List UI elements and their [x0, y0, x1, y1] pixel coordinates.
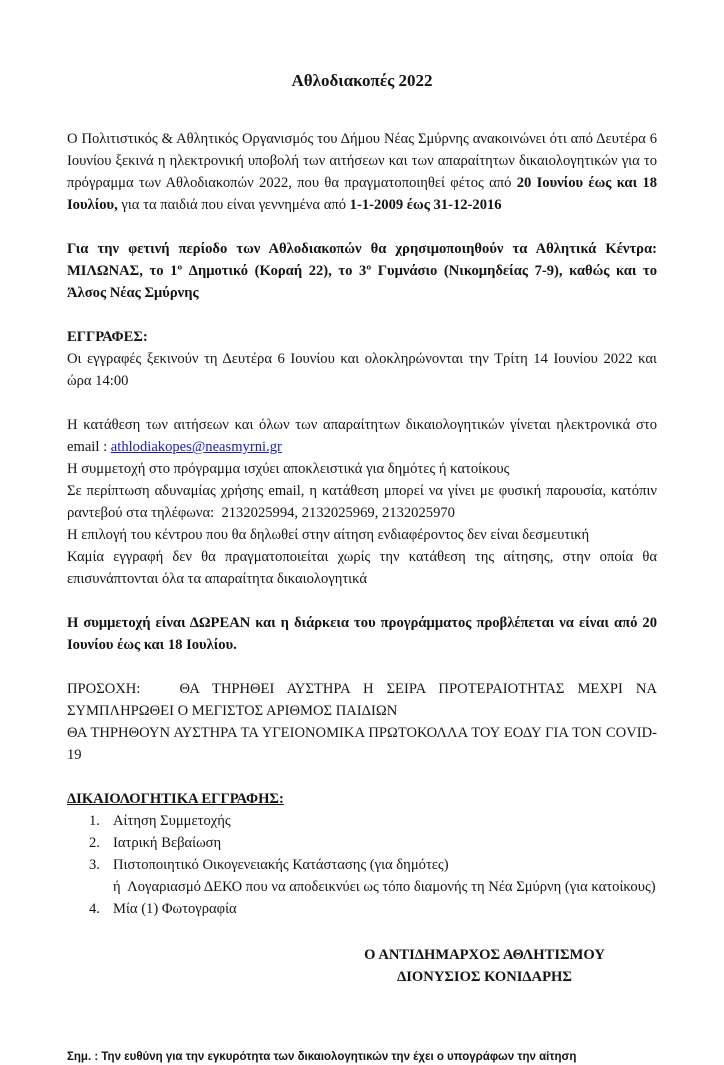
intro-text-2: για τα παιδιά που είναι γεννημένα από: [117, 197, 350, 213]
page-title: Αθλοδιακοπές 2022: [291, 71, 433, 90]
list-item: [67, 832, 657, 854]
eligibility-line: Η συμμετοχή στο πρόγραμμα ισχύει αποκλειστικά για δημότες ή κατοίκους: [67, 461, 510, 477]
documents-list: [67, 810, 657, 920]
email-paragraph: [67, 414, 657, 458]
intro-paragraph: [67, 128, 657, 216]
phones-line: Σε περίπτωση αδυναμίας χρήσης email, η κατάθεση μπορεί να γίνει με φυσική παρουσία, κατόπιν ραντεβού στα τηλέφωνα: 2132025994, 2132025969, 2132025970: [67, 483, 657, 521]
list-item: [67, 854, 657, 876]
documents-heading: ΔΙΚΑΙΟΛΟΓΗΤΙΚΑ ΕΓΓΡΑΦΗΣ:: [67, 791, 284, 807]
email-prefix-text: Η κατάθεση των αιτήσεων και όλων των απαραίτητων δικαιολογητικών γίνεται ηλεκτρονικά στο email :: [67, 417, 657, 455]
centers-paragraph: Για την φετινή περίοδο των Αθλοδιακοπών θα χρησιμοποιηθούν τα Αθλητικά Κέντρα: ΜΙΛΩΝΑΣ, το 1º Δημοτικό (Κοραή 22), το 3º Γυμνάσιο (Νικομηδείας 7-9), καθώς και το Άλσος Νέας Σμύρνης: [67, 241, 657, 301]
signature-name: ΔΙΟΝΥΣΙΟΣ ΚΟΝΙΔΑΡΗΣ: [397, 969, 572, 985]
attention-covid-line: ΘΑ ΤΗΡΗΘΟΥΝ ΑΥΣΤΗΡΑ ΤΑ ΥΓΕΙΟΝΟΜΙΚΑ ΠΡΩΤΟΚΟΛΛΑ ΤΟΥ ΕΟΔΥ ΓΙΑ ΤΟΝ COVID-19: [67, 725, 657, 763]
list-item-text: Μία (1) Φωτογραφία: [113, 901, 237, 917]
intro-text-1: Ο Πολιτιστικός & Αθλητικός Οργανισμός του Δήμου Νέας Σμύρνης ανακοινώνει ότι από Δευτέρα 6 Ιουνίου ξεκινά η ηλεκτρονική υποβολή των αιτήσεων και των απαραίτητων δικαιολογητικών για το πρόγραμμα των Αθλοδιακοπών 2022, που θα πραγματοποιηθεί φέτος από: [67, 131, 657, 191]
email-link[interactable]: athlodiakopes@neasmyrni.gr: [110, 439, 282, 455]
no-registration-line: Καμία εγγραφή δεν θα πραγματοποιείται χωρίς την κατάθεση της αίτησης, στην οποία θα επισυνάπτονται όλα τα απαραίτητα δικαιολογητικά: [67, 549, 657, 587]
intro-birthdate-range: 1-1-2009 έως 31-12-2016: [349, 197, 502, 213]
list-item-text: Πιστοποιητικό Οικογενειακής Κατάστασης (για δημότες): [113, 857, 449, 873]
list-item-number: 3.: [89, 857, 100, 873]
list-item-number: 2.: [89, 835, 100, 851]
attention-priority-line: ΠΡΟΣΟΧΗ: ΘΑ ΤΗΡΗΘΕΙ ΑΥΣΤΗΡΑ Η ΣΕΙΡΑ ΠΡΟΤΕΡΑΙΟΤΗΤΑΣ ΜΕΧΡΙ ΝΑ ΣΥΜΠΛΗΡΩΘΕΙ Ο ΜΕΓΙΣΤΟΣ ΑΡΙΘΜΟΣ ΠΑΙΔΙΩΝ: [67, 681, 657, 719]
signature-block: [312, 944, 657, 988]
footnote: Σημ. : Την ευθύνη για την εγκυρότητα των δικαιολογητικών την έχει ο υπογράφων την αίτηση: [67, 1051, 577, 1063]
list-item-number: 1.: [89, 813, 100, 829]
attention-section: [67, 678, 657, 766]
registrations-section: [67, 326, 657, 392]
list-item-number: 4.: [89, 901, 100, 917]
list-item-text: Ιατρική Βεβαίωση: [113, 835, 222, 851]
intro-dates-program: 20 Ιουνίου έως και 18 Ιουλίου,: [67, 175, 657, 213]
free-notice-paragraph: Η συμμετοχή είναι ΔΩΡΕΑΝ και η διάρκεια του προγράμματος προβλέπεται να είναι από 20 Ιουνίου έως και 18 Ιουλίου.: [67, 615, 657, 653]
list-item-text: Αίτηση Συμμετοχής: [113, 813, 231, 829]
registrations-heading: ΕΓΓΡΑΦΕΣ:: [67, 329, 148, 345]
list-item: [67, 810, 657, 832]
center-choice-line: Η επιλογή του κέντρου που θα δηλωθεί στην αίτηση ενδιαφέροντος δεν είναι δεσμευτική: [67, 527, 590, 543]
list-item: [67, 898, 657, 920]
registrations-text: Οι εγγραφές ξεκινούν τη Δευτέρα 6 Ιουνίου και ολοκληρώνονται την Τρίτη 14 Ιουνίου 2022 και ώρα 14:00: [67, 351, 657, 389]
signature-title: Ο ΑΝΤΙΔΗΜΑΡΧΟΣ ΑΘΛΗΤΙΣΜΟΥ: [364, 947, 605, 963]
details-section: [67, 414, 657, 590]
list-item-continuation: ή Λογαριασμό ΔΕΚΟ που να αποδεικνύει ως τόπο διαμονής τη Νέα Σμύρνη (για κατοίκους): [113, 879, 656, 895]
